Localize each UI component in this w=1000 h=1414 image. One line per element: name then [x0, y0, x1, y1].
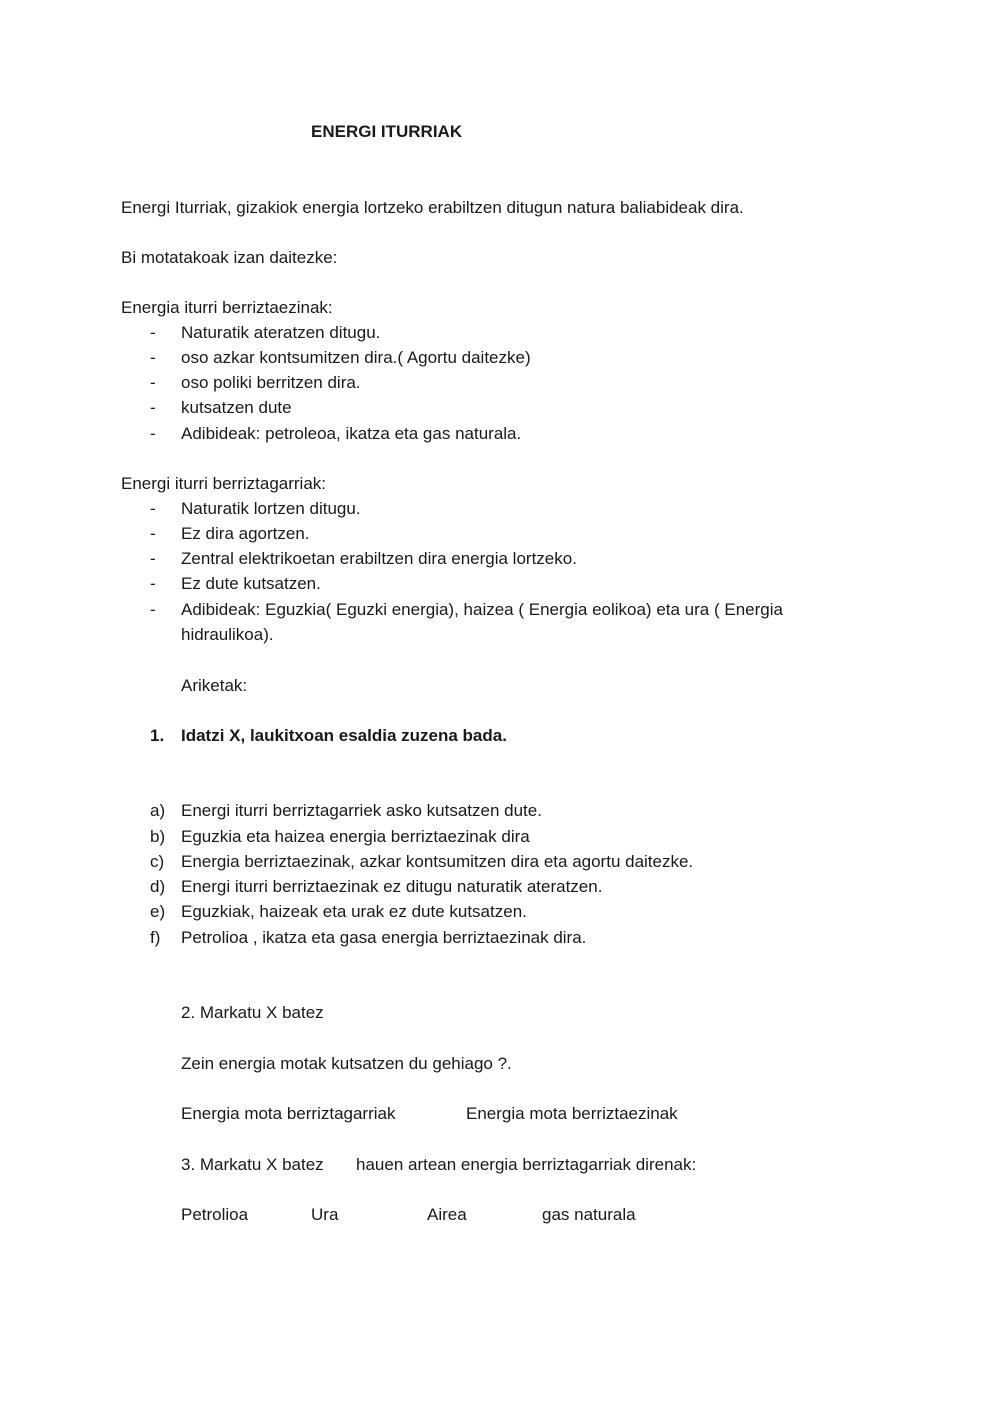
exercise1-instruction: Idatzi X, laukitxoan esaldia zuzena bada. [181, 726, 507, 745]
exercise3-heading: 3. Markatu X batez [181, 1155, 324, 1174]
item-letter: a) [150, 801, 166, 820]
statement-e: Eguzkiak, haizeak eta urak ez dute kutsatzen. [181, 902, 527, 921]
bullet-marker: - [150, 373, 156, 392]
intro-paragraph: Energi Iturriak, gizakiok energia lortzeko erabiltzen ditugun natura baliabideak dira. [121, 198, 744, 217]
bullet-marker: - [150, 424, 156, 443]
exercise3-option-petrolioa: Petrolioa [181, 1205, 249, 1224]
list-item: Zentral elektrikoetan erabiltzen dira energia lortzeko. [181, 549, 577, 568]
bullet-marker: - [150, 524, 156, 543]
list-item: oso poliki berritzen dira. [181, 373, 361, 392]
bullet-marker: - [150, 323, 156, 342]
exercise3-option-ura: Ura [311, 1205, 339, 1224]
item-letter: c) [150, 852, 165, 871]
statement-f: Petrolioa , ikatza eta gasa energia berriztaezinak dira. [181, 928, 587, 947]
statement-b: Eguzkia eta haizea energia berriztaezinak dira [181, 827, 530, 846]
statement-c: Energia berriztaezinak, azkar kontsumitzen dira eta agortu daitezke. [181, 852, 694, 871]
exercise2-option-renewable: Energia mota berriztagarriak [181, 1104, 396, 1123]
bullet-marker: - [150, 499, 156, 518]
item-letter: e) [150, 902, 166, 921]
renewable-heading: Energi iturri berriztagarriak: [121, 474, 327, 493]
list-item: Adibideak: petroleoa, ikatza eta gas naturala. [181, 424, 522, 443]
list-item: Adibideak: Eguzkia( Eguzki energia), haizea ( Energia eolikoa) eta ura ( Energia [181, 600, 783, 619]
exercise1-number: 1. [150, 726, 165, 745]
exercise2-option-non-renewable: Energia mota berriztaezinak [466, 1104, 678, 1123]
bullet-marker: - [150, 398, 156, 417]
types-intro: Bi motatakoak izan daitezke: [121, 248, 338, 267]
list-item: Naturatik ateratzen ditugu. [181, 323, 381, 342]
statement-a: Energi iturri berriztagarriek asko kutsatzen dute. [181, 801, 542, 820]
exercise3-option-gas: gas naturala [542, 1205, 636, 1224]
exercise3-question: hauen artean energia berriztagarriak direnak: [356, 1155, 697, 1174]
non-renewable-heading: Energia iturri berriztaezinak: [121, 298, 333, 317]
item-letter: b) [150, 827, 166, 846]
list-item: Ez dute kutsatzen. [181, 574, 321, 593]
list-item: kutsatzen dute [181, 398, 292, 417]
exercises-label: Ariketak: [181, 676, 248, 695]
exercise3-option-airea: Airea [427, 1205, 467, 1224]
bullet-marker: - [150, 348, 156, 367]
item-letter: f) [150, 928, 161, 947]
bullet-marker: - [150, 549, 156, 568]
list-item: oso azkar kontsumitzen dira.( Agortu daitezke) [181, 348, 531, 367]
list-item-continuation: hidraulikoa). [181, 625, 274, 644]
exercise2-question: Zein energia motak kutsatzen du gehiago ?. [181, 1054, 512, 1073]
statement-d: Energi iturri berriztaezinak ez ditugu naturatik ateratzen. [181, 877, 603, 896]
bullet-marker: - [150, 600, 156, 619]
page-title: ENERGI ITURRIAK [311, 122, 463, 141]
list-item: Ez dira agortzen. [181, 524, 310, 543]
bullet-marker: - [150, 574, 156, 593]
list-item: Naturatik lortzen ditugu. [181, 499, 361, 518]
exercise2-heading: 2. Markatu X batez [181, 1003, 324, 1022]
item-letter: d) [150, 877, 166, 896]
